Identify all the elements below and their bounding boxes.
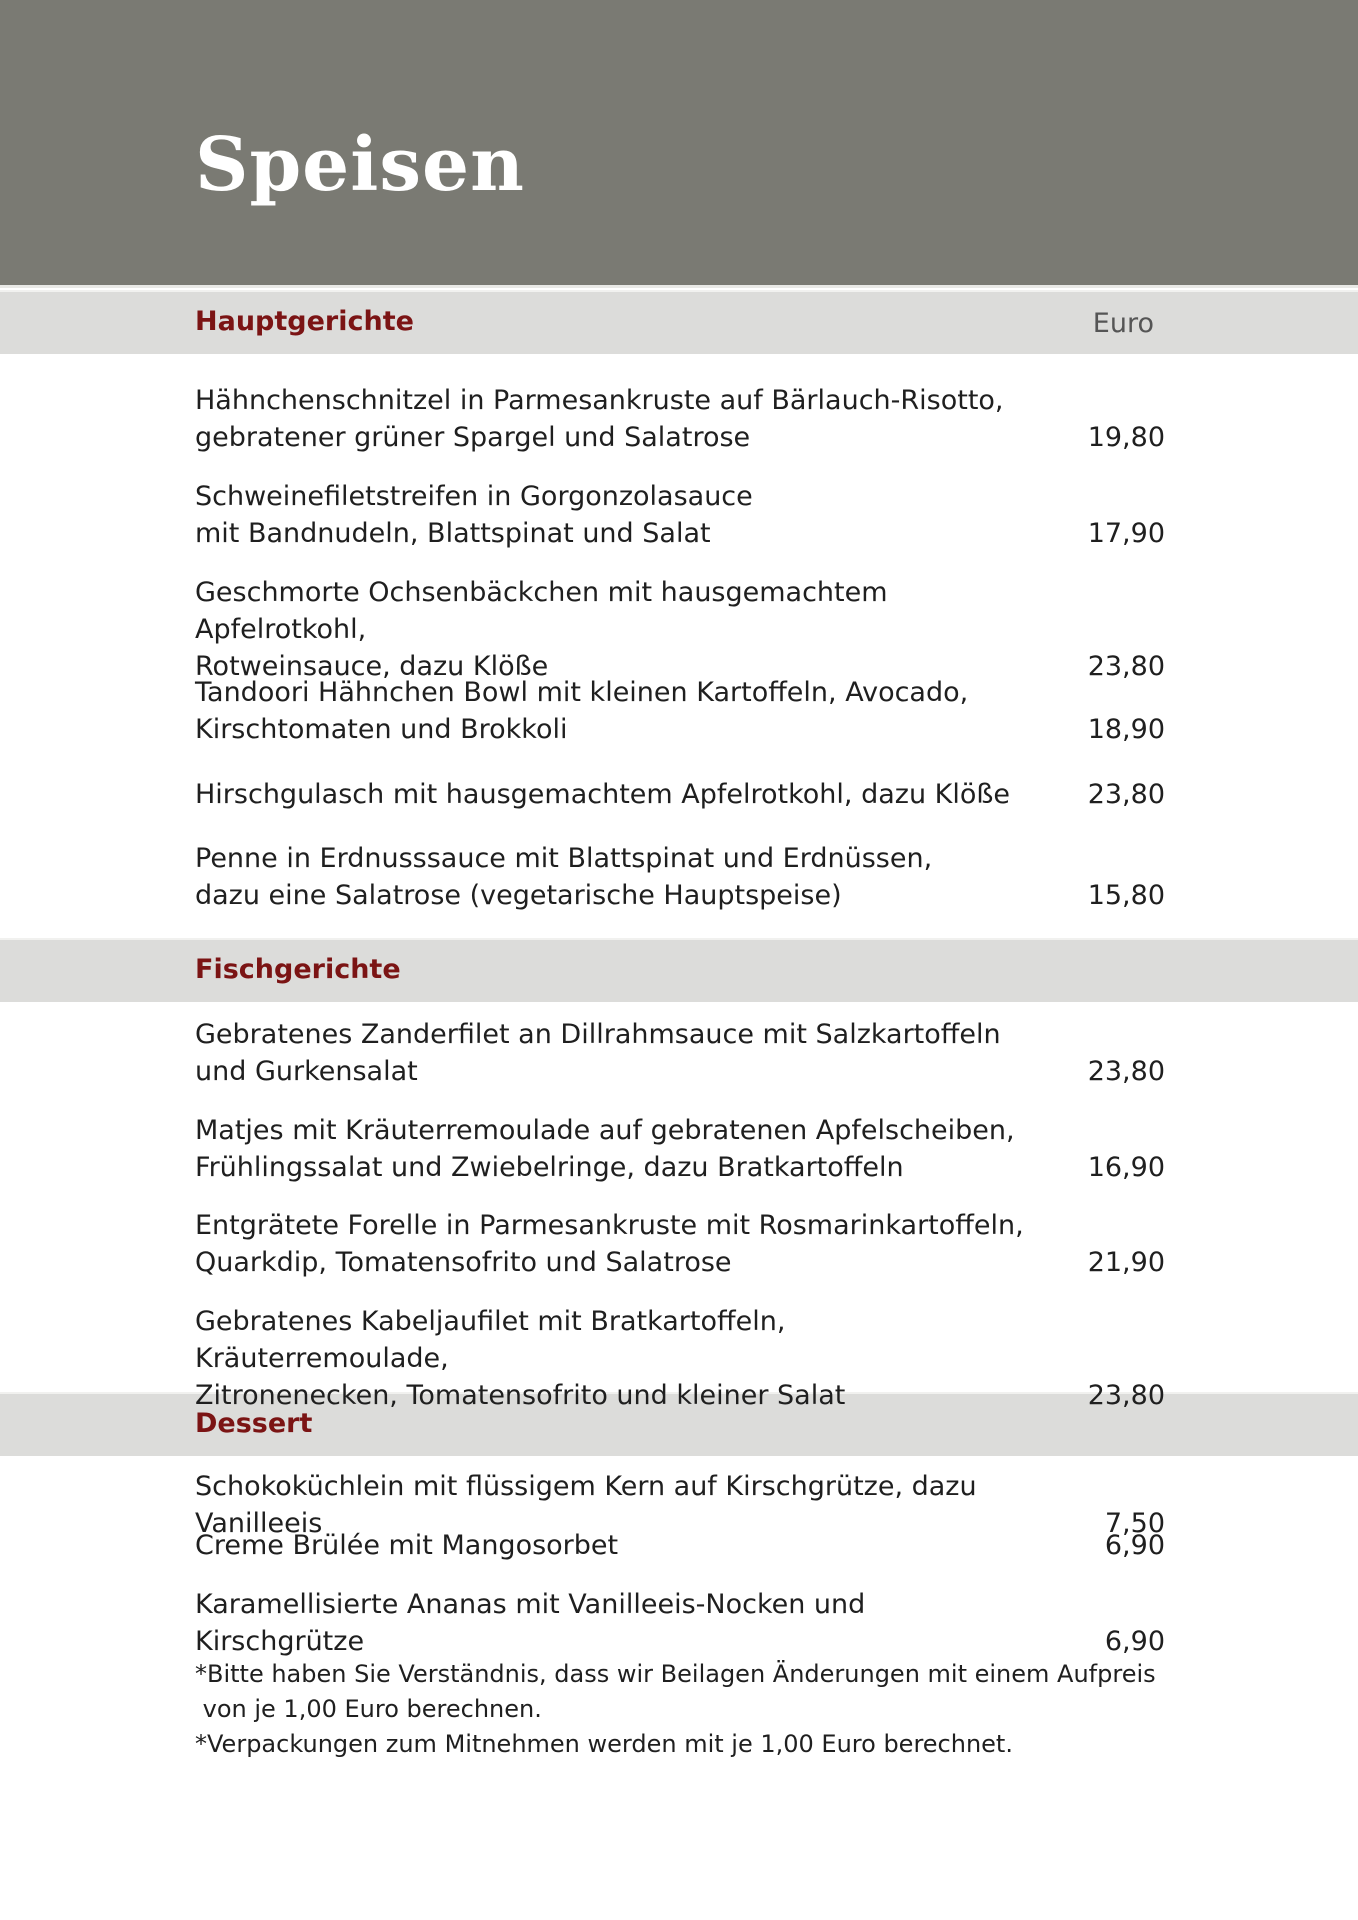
item-price: 7,50 — [1104, 1508, 1165, 1539]
item-line: gebratener grüner Spargel und Salatrose — [195, 422, 751, 453]
price-column-header: Euro — [1092, 308, 1154, 339]
item-description — [195, 674, 1035, 748]
item-line: Hirschgulasch mit hausgemachtem Apfelrotkohl, dazu Klöße — [195, 779, 1010, 810]
menu-item — [195, 478, 1165, 552]
item-price: 23,80 — [1087, 1056, 1165, 1087]
item-price: 23,80 — [1087, 651, 1165, 682]
item-description — [195, 574, 1035, 685]
item-line: Tandoori Hähnchen Bowl mit kleinen Kartoffeln, Avocado, — [195, 677, 969, 708]
menu-item — [195, 382, 1165, 456]
section-title: Dessert — [195, 1408, 313, 1439]
page-header — [0, 0, 1358, 285]
item-price: 6,90 — [1104, 1626, 1165, 1657]
menu-item — [195, 1527, 1165, 1564]
item-line: Hähnchenschnitzel in Parmesankruste auf Bärlauch-Risotto, — [195, 385, 1004, 416]
item-line: Rotweinsauce, dazu Klöße — [195, 651, 549, 682]
item-description — [195, 1586, 1035, 1660]
header-divider — [0, 285, 1358, 288]
item-line: Gebratenes Kabeljaufilet mit Bratkartoffeln, Kräuterremoulade, — [195, 1306, 786, 1374]
item-price: 16,90 — [1087, 1152, 1165, 1183]
item-price: 23,80 — [1087, 779, 1165, 810]
section-band-hauptgerichte — [0, 290, 1358, 354]
item-price: 19,80 — [1087, 422, 1165, 453]
item-price: 15,80 — [1087, 880, 1165, 911]
menu-item — [195, 574, 1165, 685]
section-title: Hauptgerichte — [195, 306, 414, 337]
section-band-fischgerichte — [0, 938, 1358, 1002]
menu-item — [195, 674, 1165, 748]
menu-item — [195, 1303, 1165, 1414]
item-line: und Gurkensalat — [195, 1056, 418, 1087]
footnotes — [195, 1657, 1175, 1762]
item-line: Entgrätete Forelle in Parmesankruste mit Rosmarinkartoffeln, — [195, 1210, 1024, 1241]
footnote-line: *Verpackungen zum Mitnehmen werden mit je 1,00 Euro berechnet. — [195, 1730, 1013, 1758]
menu-item — [195, 1016, 1165, 1090]
item-description — [195, 840, 1035, 914]
menu-item — [195, 776, 1165, 813]
item-line: dazu eine Salatrose (vegetarische Hauptspeise) — [195, 880, 842, 911]
item-price: 23,80 — [1087, 1380, 1165, 1411]
menu-item — [195, 1207, 1165, 1281]
item-line: Schokoküchlein mit flüssigem Kern auf Kirschgrütze, dazu Vanilleeis — [195, 1471, 977, 1539]
item-description — [195, 776, 1035, 813]
item-line: Frühlingssalat und Zwiebelringe, dazu Bratkartoffeln — [195, 1152, 904, 1183]
item-description — [195, 478, 1035, 552]
footnote-line: von je 1,00 Euro berechnen. — [195, 1695, 542, 1723]
item-line: Schweinefiletstreifen in Gorgonzolasauce — [195, 481, 753, 512]
page-title: Speisen — [195, 122, 525, 208]
item-line: Penne in Erdnusssauce mit Blattspinat und Erdnüssen, — [195, 843, 933, 874]
menu-item — [195, 1586, 1165, 1660]
item-price: 17,90 — [1087, 518, 1165, 549]
item-line: Geschmorte Ochsenbäckchen mit hausgemachtem Apfelrotkohl, — [195, 577, 888, 645]
item-line: Karamellisierte Ananas mit Vanilleeis-Nocken und Kirschgrütze — [195, 1589, 866, 1657]
menu-item — [195, 1112, 1165, 1186]
item-description — [195, 382, 1035, 456]
item-description — [195, 1016, 1035, 1090]
item-line: mit Bandnudeln, Blattspinat und Salat — [195, 518, 711, 549]
item-description — [195, 1527, 1035, 1564]
item-price: 6,90 — [1104, 1530, 1165, 1561]
menu-item — [195, 840, 1165, 914]
item-line: Creme Brülée mit Mangosorbet — [195, 1530, 619, 1561]
item-description — [195, 1303, 1035, 1414]
item-line: Matjes mit Kräuterremoulade auf gebratenen Apfelscheiben, — [195, 1115, 1015, 1146]
item-line: Gebratenes Zanderfilet an Dillrahmsauce mit Salzkartoffeln — [195, 1019, 1001, 1050]
item-line: Kirschtomaten und Brokkoli — [195, 714, 568, 745]
item-price: 21,90 — [1087, 1247, 1165, 1278]
section-title: Fischgerichte — [195, 954, 401, 985]
item-line: Zitronenecken, Tomatensofrito und kleiner Salat — [195, 1380, 846, 1411]
footnote-line: *Bitte haben Sie Verständnis, dass wir Beilagen Änderungen mit einem Aufpreis — [195, 1660, 1156, 1688]
item-line: Quarkdip, Tomatensofrito und Salatrose — [195, 1247, 732, 1278]
item-description — [195, 1207, 1035, 1281]
item-description — [195, 1112, 1035, 1186]
item-price: 18,90 — [1087, 714, 1165, 745]
